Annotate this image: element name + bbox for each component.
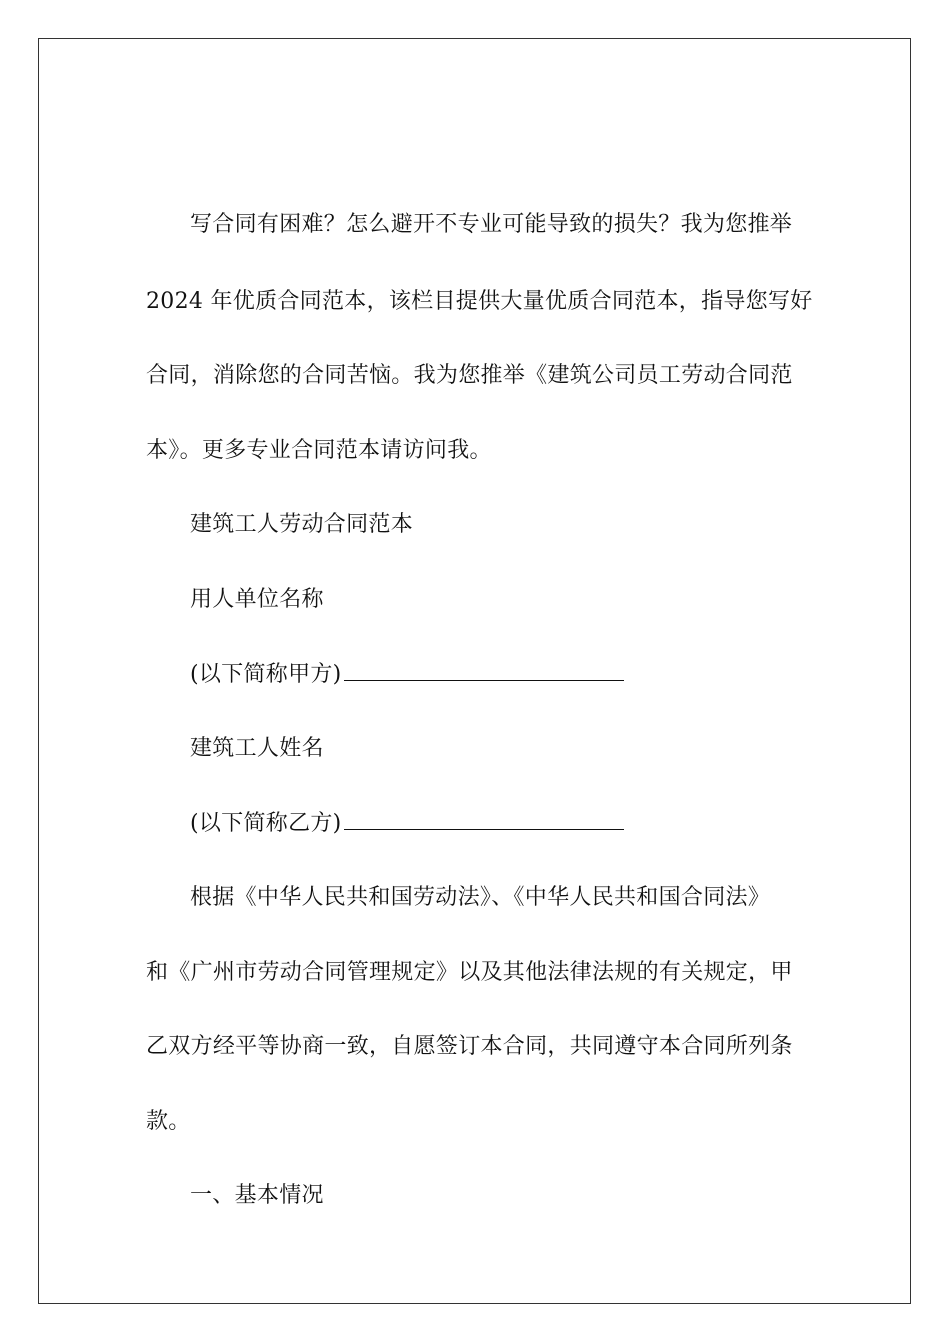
- basis-line-1: 根据《中华人民共和国劳动法》、《中华人民共和国合同法》: [190, 885, 771, 910]
- intro-line-3: 合同，消除您的合同苦恼。我为您推举《建筑公司员工劳动合同范: [146, 363, 793, 388]
- intro-line-1: 写合同有困难？怎么避开不专业可能导致的损失？我为您推举: [190, 212, 793, 237]
- basis-line-4: 款。: [146, 1109, 191, 1134]
- intro-line-4: 本》。更多专业合同范本请访问我。: [146, 438, 492, 463]
- basis-line-2: 和《广州市劳动合同管理规定》以及其他法律法规的有关规定，甲: [146, 960, 793, 985]
- party-a-blank-field[interactable]: [344, 660, 624, 681]
- intro-line-2: 2024 年优质合同范本，该栏目提供大量优质合同范本，指导您写好: [146, 289, 813, 314]
- party-b-label: (以下简称乙方): [190, 811, 342, 836]
- contract-title: 建筑工人劳动合同范本: [190, 512, 414, 537]
- basis-line-3: 乙双方经平等协商一致，自愿签订本合同，共同遵守本合同所列条: [146, 1034, 793, 1059]
- party-a-label: (以下简称甲方): [190, 662, 342, 687]
- party-b-line: [190, 809, 624, 839]
- worker-label: 建筑工人姓名: [190, 736, 324, 761]
- employer-label: 用人单位名称: [190, 587, 324, 612]
- section-1-heading: 一、基本情况: [190, 1183, 324, 1208]
- party-b-blank-field[interactable]: [344, 809, 624, 830]
- party-a-line: [190, 660, 624, 690]
